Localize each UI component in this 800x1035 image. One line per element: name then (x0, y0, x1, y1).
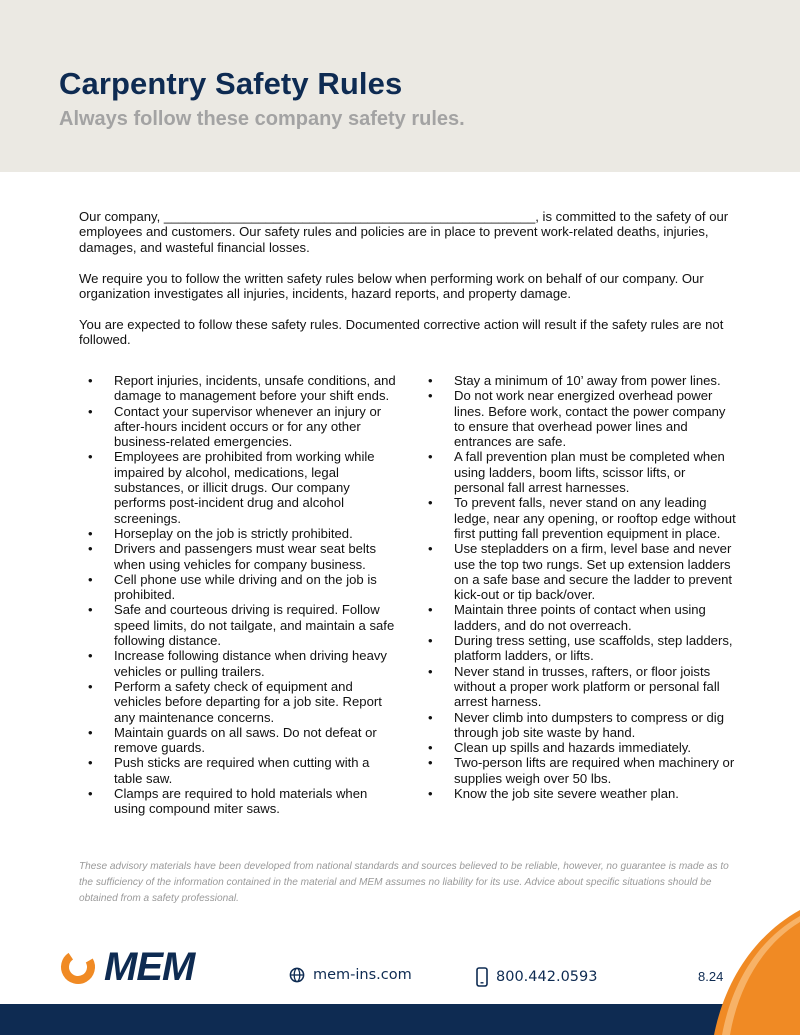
intro-section (79, 209, 729, 363)
logo-mark-icon (58, 947, 100, 987)
rules-list-left (88, 373, 398, 817)
rule-text: Safe and courteous driving is required. Follow speed limits, do not tailgate, and maintain a safe following distance. (114, 602, 395, 649)
mobile-phone-icon (476, 967, 488, 987)
rule-text: Do not work near energized overhead power lines. Before work, contact the power company to ensure that overhead power lines and entrances are safe. (454, 388, 726, 450)
rule-item (88, 404, 398, 450)
intro-paragraph: We require you to follow the written safety rules below when performing work on behalf of our company. Our organization investigates all injuries, incidents, hazard reports, and property damage. (79, 270, 704, 302)
bullet-icon: • (428, 663, 433, 679)
bullet-icon: • (88, 571, 93, 587)
rule-text: Maintain guards on all saws. Do not defeat or remove guards. (114, 724, 377, 756)
footer-band (0, 1004, 800, 1035)
rule-item (428, 755, 738, 786)
rule-text: Report injuries, incidents, unsafe conditions, and damage to management before your shift ends. (114, 373, 396, 404)
rule-text: Employees are prohibited from working while impaired by alcohol, medications, legal substances, or illicit drugs. Our company performs post-incident drug and alcohol screenings. (114, 449, 375, 526)
bullet-icon: • (428, 388, 433, 404)
bullet-icon: • (428, 373, 433, 388)
rule-item (428, 710, 738, 741)
bullet-icon: • (428, 633, 433, 649)
rule-item (428, 664, 738, 710)
rule-item (428, 495, 738, 541)
bullet-icon: • (88, 541, 93, 557)
bullet-icon: • (428, 449, 433, 465)
bullet-icon: • (88, 525, 93, 541)
rule-text: During tress setting, use scaffolds, step ladders, platform ladders, or lifts. (454, 633, 733, 664)
website-text: mem-ins.com (313, 967, 412, 983)
footer-website[interactable] (289, 967, 412, 983)
rule-item (428, 633, 738, 664)
rule-text: Cell phone use while driving and on the job is prohibited. (114, 571, 377, 603)
bullet-icon: • (428, 541, 433, 557)
bullet-icon: • (88, 373, 93, 388)
logo-wordmark: MEM (104, 945, 195, 989)
rule-text: Clamps are required to hold materials when using compound miter saws. (114, 786, 368, 817)
disclaimer: These advisory materials have been developed from national standards and sources believed to be reliable, however, no guarantee is made as to the sufficiency of the information contained in the material and MEM assumes no liability for its use. Advice about specific situations should be obtained from a safety professional. (79, 861, 729, 905)
rule-item (88, 648, 398, 679)
rule-item (88, 373, 398, 404)
rule-text: Stay a minimum of 10’ away from power lines. (454, 373, 721, 388)
rule-text: Clean up spills and hazards immediately. (454, 740, 692, 756)
rule-item (428, 541, 738, 602)
bullet-icon: • (88, 648, 93, 664)
bullet-icon: • (428, 740, 433, 756)
corner-swoosh-decoration (700, 910, 800, 1035)
rule-item (428, 388, 738, 449)
bullet-icon: • (88, 602, 93, 618)
bullet-icon: • (428, 786, 433, 802)
rule-text: Two-person lifts are required when machinery or supplies weigh over 50 lbs. (454, 755, 735, 786)
bullet-icon: • (88, 724, 93, 740)
bullet-icon: • (428, 755, 433, 771)
rule-item (88, 786, 398, 817)
page-title: Carpentry Safety Rules (59, 66, 403, 101)
intro-paragraph: You are expected to follow these safety rules. Documented corrective action will result if the safety rules are not followed. (79, 316, 724, 348)
rules-list-right (428, 373, 738, 801)
company-logo (58, 947, 194, 987)
rule-item (428, 373, 738, 388)
rule-item (428, 449, 738, 495)
bullet-icon: • (88, 449, 93, 465)
rule-text: Maintain three points of contact when using ladders, and do not overreach. (454, 602, 706, 633)
globe-icon (289, 967, 305, 983)
intro-paragraph: Our company, ___________________________________________________, is committed to the safety of our employees and customers. Our safety rules and policies are in place to prevent work-related deaths, injuries, damages, and wasteful financial losses. (79, 209, 729, 255)
rule-text: Never stand in trusses, rafters, or floor joists without a proper work platform or personal fall arrest harness. (454, 663, 720, 710)
rule-item (88, 725, 398, 756)
phone-text: 800.442.0593 (496, 969, 598, 985)
rule-item (428, 602, 738, 633)
rule-text: Push sticks are required when cutting with a table saw. (114, 755, 370, 786)
rule-item (88, 679, 398, 725)
rule-text: Know the job site severe weather plan. (454, 786, 679, 802)
bullet-icon: • (88, 403, 93, 419)
rule-item (428, 740, 738, 755)
bullet-icon: • (88, 786, 93, 802)
rule-item (88, 572, 398, 603)
rule-item (88, 755, 398, 786)
page-subtitle: Always follow these company safety rules. (59, 108, 465, 130)
rule-item (88, 602, 398, 648)
rule-text: Use stepladders on a firm, level base and never use the top two rungs. Set up extension ladders on a safe base and secure the ladder to prevent kick-out or tip back/over. (454, 541, 733, 603)
rule-text: Drivers and passengers must wear seat belts when using vehicles for company business. (114, 541, 376, 572)
rule-item (88, 449, 398, 525)
bullet-icon: • (88, 755, 93, 771)
rule-text: To prevent falls, never stand on any leading ledge, near any opening, or rooftop edge without first putting fall prevention equipment in place. (454, 495, 736, 541)
document-version: 8.24 (698, 969, 724, 984)
rule-item (88, 526, 398, 541)
rule-item (428, 786, 738, 801)
rule-text: Perform a safety check of equipment and vehicles before departing for a job site. Report any maintenance concerns. (114, 678, 382, 725)
bullet-icon: • (428, 495, 433, 511)
rule-text: Increase following distance when driving heavy vehicles or pulling trailers. (114, 648, 387, 679)
rule-text: Contact your supervisor whenever an injury or after-hours incident occurs or for any other business-related emergencies. (114, 403, 382, 450)
footer-phone[interactable] (476, 967, 597, 987)
rule-text: A fall prevention plan must be completed when using ladders, boom lifts, scissor lifts, or personal fall arrest harnesses. (454, 449, 725, 496)
rule-text: Never climb into dumpsters to compress or dig through job site waste by hand. (454, 709, 724, 740)
bullet-icon: • (428, 602, 433, 618)
bullet-icon: • (428, 709, 433, 725)
rule-item (88, 541, 398, 572)
bullet-icon: • (88, 678, 93, 694)
rule-text: Horseplay on the job is strictly prohibited. (114, 525, 353, 541)
